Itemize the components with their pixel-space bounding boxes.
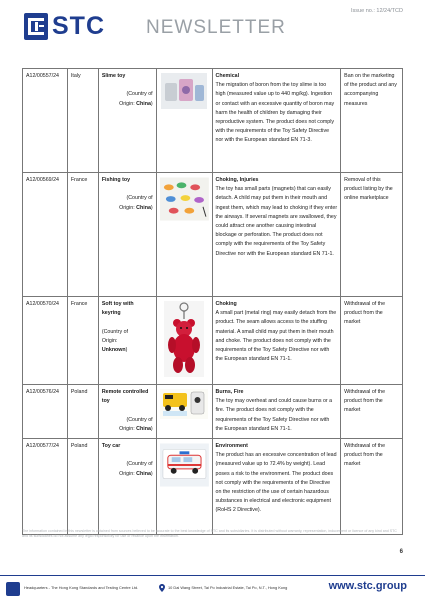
reference-cell: A12/00557/24 [23, 69, 68, 172]
footer-divider [0, 575, 425, 576]
picture-cell [157, 69, 213, 172]
origin-line: Origin: [101, 337, 118, 344]
reference-cell: A12/00569/24 [23, 173, 68, 296]
remote-controlled-toy-photo-icon [160, 389, 208, 419]
disclaimer-text: The information contained in this newsletter is obtained from sources believed to be accurate to the best knowledge of STC and its subsidiaries. It is distributed without warranty, representation, inducement or licence of any kind and STC and its subsidiaries do not assume any legal responsibility for use or reliance upon the information. [22, 529, 397, 538]
product-name: Soft toy with keyring [101, 301, 134, 317]
product-name: Remote controlled toy [101, 389, 149, 405]
headquarters-text: Headquarters - The Hong Kong Standards and Testing Centre Ltd. [24, 585, 139, 590]
address-text: 10 Dai Wang Street, Tai Po Industrial Estate, Tai Po, N.T., Hong Kong [168, 585, 288, 590]
country-cell: Poland [68, 385, 99, 438]
product-name: Slime toy [101, 73, 126, 79]
risk-title: Choking [215, 301, 237, 307]
location-pin-icon [159, 584, 165, 592]
reference-cell: A12/00570/24 [23, 297, 68, 384]
product-cell [99, 439, 157, 534]
origin-label: (Country of [126, 416, 153, 423]
origin-line: Origin: China) [119, 425, 153, 432]
origin-label: (Country of [126, 91, 153, 98]
stc-logo-icon [24, 13, 48, 40]
risk-description: A small part (metal ring) may easily detach from the product. The seam allows access to the stuffing material. A small child may put them in their mouth and choke. The product does not comply with the requirements of the Toy Safety Directive nor with the European standard EN 71-1. [215, 310, 337, 363]
product-cell [99, 297, 157, 384]
picture-cell [157, 385, 213, 438]
risk-title: Burns, Fire [215, 389, 244, 395]
reference-cell: A12/00576/24 [23, 385, 68, 438]
risk-title: Chemical [215, 73, 240, 79]
origin-value-line: Unknown) [101, 347, 128, 353]
country-cell: France [68, 173, 99, 296]
risk-cell [213, 439, 342, 534]
risk-description: The toy may overheat and could cause burns or a fire. The product does not comply with the requirements of the Toy Safety Directive nor with the European standard EN 71-1. [215, 398, 333, 432]
recall-table [22, 68, 403, 535]
product-name: Toy car [101, 443, 121, 449]
newsletter-title: NEWSLETTER [146, 17, 286, 38]
reference-cell: A12/00577/24 [23, 439, 68, 534]
product-cell [99, 69, 157, 172]
product-name: Fishing toy [101, 177, 131, 183]
country-cell: France [68, 297, 99, 384]
issue-number: Issue no.: 12/24/TCD [351, 8, 403, 14]
table-row [23, 439, 403, 535]
slime-toy-photo-icon [161, 73, 207, 109]
risk-title: Choking, Injuries [215, 177, 259, 183]
measure-cell: Withdrawal of the product from the market [341, 385, 403, 438]
table-row [23, 385, 403, 439]
soft-toy-keyring-photo-icon [164, 301, 204, 377]
website-link[interactable]: www.stc.group [328, 580, 407, 592]
origin-label: (Country of [126, 195, 153, 202]
country-cell: Italy [68, 69, 99, 172]
measure-cell: Withdrawal of the product from the market [341, 297, 403, 384]
risk-description: The toy has small parts (magnets) that can easily detach. A child may put them in their mouth and ingest them, which may lead to choking if they enter the airways. If several magnets are swallowed, they could attract one another causing intestinal blockage or perforation. The product does not comply with the requirements of the Toy Safety Directive nor with the European standard EN 71-1. [215, 186, 338, 257]
risk-cell [213, 69, 342, 172]
picture-cell [157, 297, 213, 384]
measure-cell: Removal of this product listing by the online marketplace [341, 173, 403, 296]
risk-cell [213, 385, 342, 438]
picture-cell [157, 439, 213, 534]
origin-line: Origin: China) [119, 470, 153, 477]
risk-description: The migration of boron from the toy slime is too high (measured value up to 440 mg/kg). Ingestion or contact with an excessive quantity of boron may harm the health of children by damaging their reproductive system. The product does not comply with the requirements of the Toy Safety Directive nor with the European standard EN 71-3. [215, 82, 335, 144]
table-row [23, 297, 403, 385]
risk-title: Environment [215, 443, 248, 449]
product-cell [99, 385, 157, 438]
risk-cell [213, 297, 342, 384]
risk-description: The product has an excessive concentration of lead (measured value up to 72.4% by weight). Lead poses a risk to the environment. The product does not comply with the requirements of the Directive on the restriction of the use of certain hazardous substances in electrical and electronic equipment (RoHS 2 Directive). [215, 452, 337, 514]
risk-cell [213, 173, 342, 296]
logo-text: STC [52, 12, 105, 40]
page-header [0, 0, 425, 58]
page-number: 6 [399, 549, 403, 555]
measure-cell: Withdrawal of the product from the market [341, 439, 403, 534]
measure-cell: Ban on the marketing of the product and any accompanying measures [341, 69, 403, 172]
page-footer [0, 575, 425, 600]
table-row [23, 69, 403, 173]
fishing-toy-photo-icon [160, 177, 209, 221]
origin-label: (Country of [101, 328, 129, 335]
origin-line: Origin: China) [119, 100, 153, 107]
picture-cell [157, 173, 213, 296]
toy-car-photo-icon [160, 443, 209, 487]
product-cell [99, 173, 157, 296]
origin-label: (Country of [126, 461, 153, 468]
table-row [23, 173, 403, 297]
country-cell: Poland [68, 439, 99, 534]
origin-line: Origin: China) [119, 204, 153, 211]
hkstc-logo-icon [6, 582, 20, 596]
